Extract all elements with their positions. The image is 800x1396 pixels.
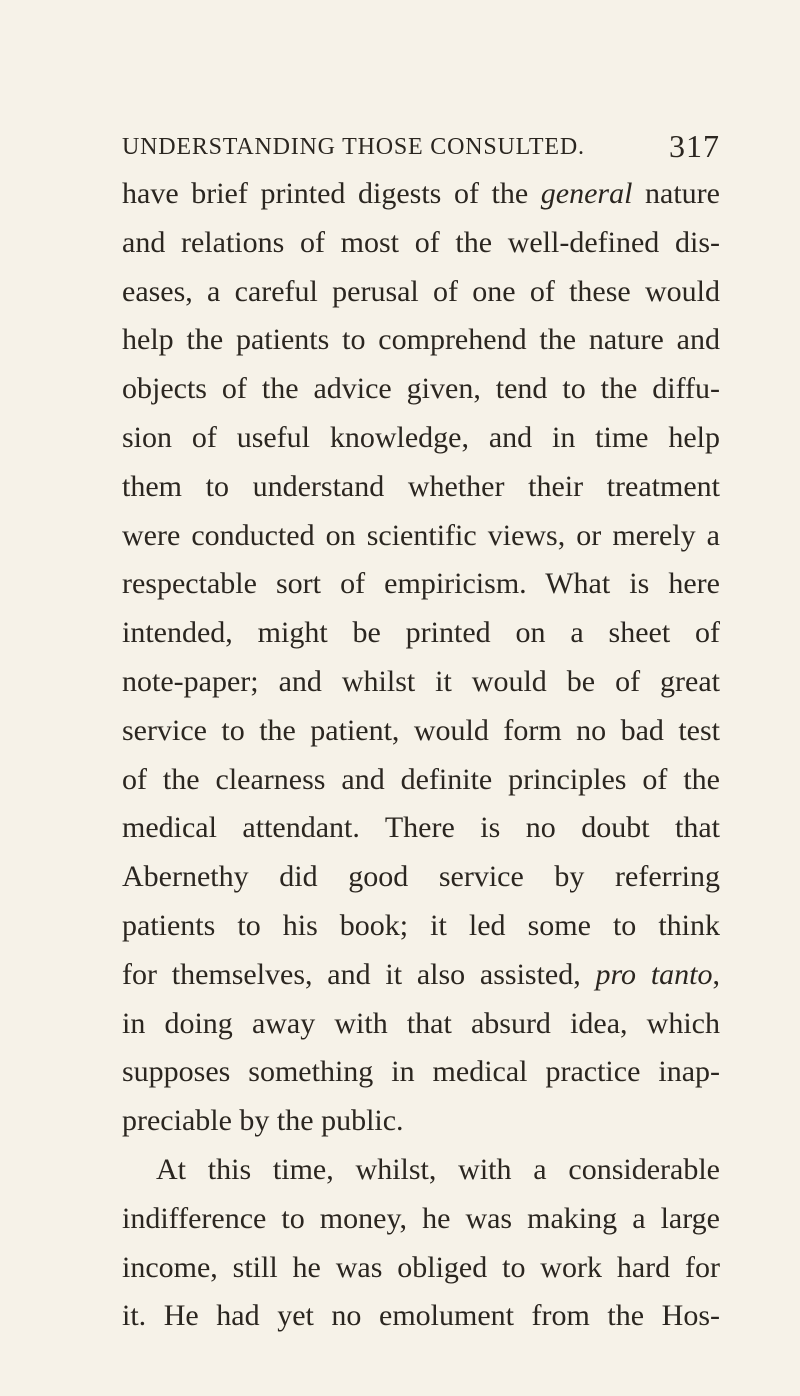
- text-line-11: note-paper; and whilst it would be of great: [122, 664, 720, 698]
- italic-general: general: [540, 177, 633, 210]
- text-line-2: and relations of most of the well-defined dis-: [122, 225, 720, 259]
- text-line-4: help the patients to comprehend the nature and: [122, 323, 720, 357]
- text-line-23: income, still he was obliged to work hard for: [122, 1250, 720, 1284]
- text-line-21: At this time, whilst, with a considerable: [156, 1152, 720, 1186]
- text-line-20: preciable by the public.: [122, 1104, 404, 1138]
- text-line-5: objects of the advice given, tend to the diffu-: [122, 372, 720, 406]
- text-line-1: have brief printed digests of the general nature: [122, 177, 720, 210]
- text-line-22: indifference to money, he was making a large: [122, 1201, 720, 1235]
- text-line-7: them to understand whether their treatment: [122, 469, 720, 503]
- text-line-13: of the clearness and definite principles of the: [122, 762, 720, 796]
- text-line-17: for themselves, and it also assisted, pro tanto,: [122, 957, 720, 991]
- text-line-6: sion of useful knowledge, and in time help: [122, 420, 720, 454]
- text-line-8: were conducted on scientific views, or merely a: [122, 518, 720, 552]
- text-line-18: in doing away with that absurd idea, which: [122, 1006, 720, 1040]
- text-line-24: it. He had yet no emolument from the Hos-: [122, 1299, 720, 1333]
- italic-pro-tanto: pro tanto: [595, 957, 713, 991]
- running-title: UNDERSTANDING THOSE CONSULTED.: [122, 134, 585, 160]
- text-line-10: intended, might be printed on a sheet of: [122, 616, 720, 650]
- text-line-14: medical attendant. There is no doubt that: [122, 811, 720, 845]
- page-number: 317: [669, 128, 720, 164]
- text-line-16: patients to his book; it led some to think: [122, 908, 720, 942]
- text-line-12: service to the patient, would form no bad test: [122, 713, 720, 747]
- body-text: [122, 170, 720, 1341]
- text-line-9: respectable sort of empiricism. What is here: [122, 567, 720, 601]
- text-line-3: eases, a careful perusal of one of these would: [122, 274, 720, 308]
- text-line-15: Abernethy did good service by referring: [122, 860, 720, 894]
- text-line-19: supposes something in medical practice inap-: [122, 1055, 720, 1089]
- running-header: [122, 128, 720, 168]
